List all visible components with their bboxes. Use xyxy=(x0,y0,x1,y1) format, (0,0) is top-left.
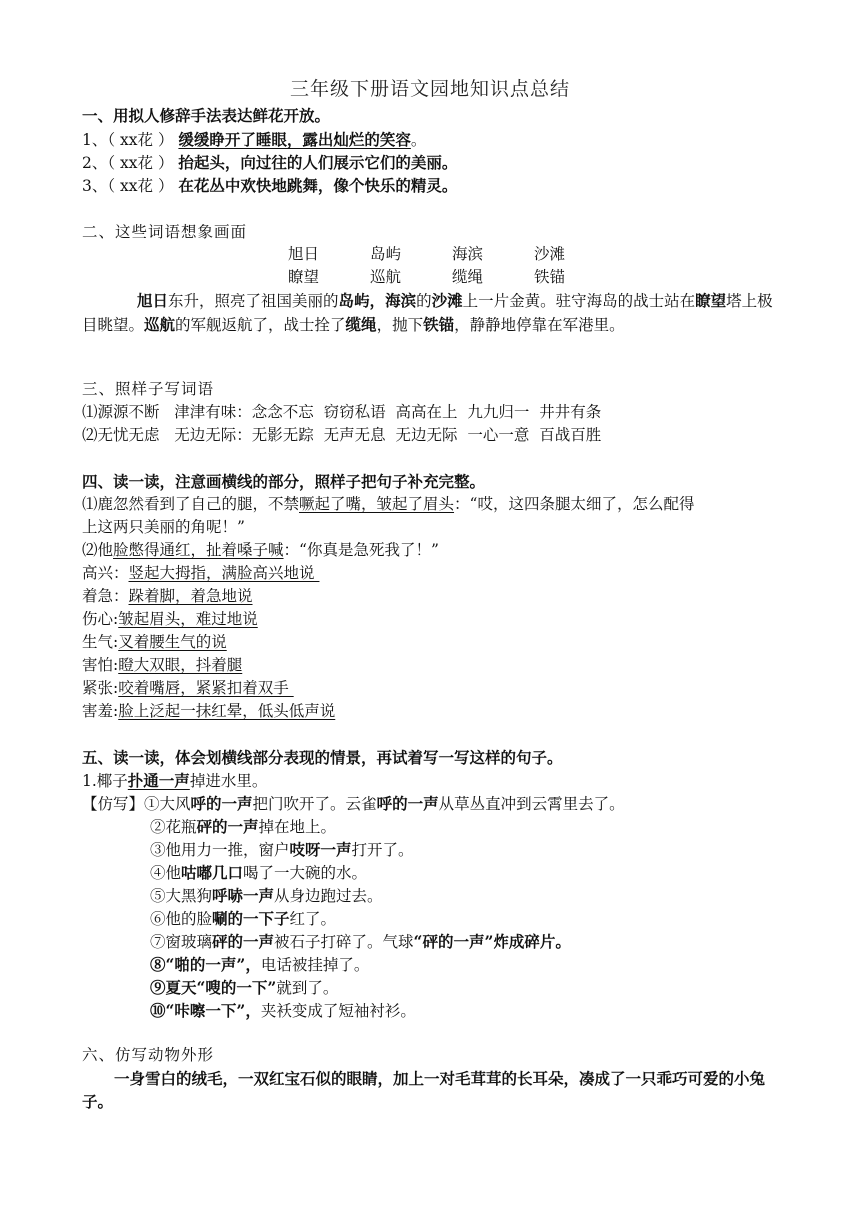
keyword: 海滨 xyxy=(385,291,417,310)
section-3-line-2: ⑵无忧无虑 无边无际：无影无踪 无声无息 无边无际 一心一意 百战百胜 xyxy=(82,426,602,444)
section-1-item-1 xyxy=(82,128,782,152)
text: 东升，照亮了祖国美丽的 xyxy=(168,292,339,310)
keyword: 沙滩 xyxy=(431,291,463,310)
keyword: 铁锚 xyxy=(423,315,455,334)
emotion-label: 紧张: xyxy=(82,679,119,697)
imitation-line-4 xyxy=(150,861,367,885)
section-4-example-1 xyxy=(82,493,782,516)
text: 炸成碎片。 xyxy=(493,932,571,951)
section-4-heading: 四、读一读，注意画横线的部分，照样子把句子补充完整。 xyxy=(82,472,486,491)
emotion-row-happy xyxy=(82,562,782,585)
emotion-text: 竖起大拇指，满脸高兴地说 xyxy=(128,564,320,582)
text: 1.椰子 xyxy=(82,772,128,790)
emotion-row-angry xyxy=(82,631,782,654)
imitation-line-1 xyxy=(82,792,782,816)
emotion-text: 咬着嘴唇，紧紧扣着双手 xyxy=(118,679,294,697)
section-1-item-2 xyxy=(82,151,782,175)
text: ⑩ xyxy=(150,1001,166,1020)
section-6-paragraph: 一身雪白的绒毛，一双红宝石似的眼睛，加上一对毛茸茸的长耳朵，凑成了一只乖巧可爱的小兔子。 xyxy=(82,1069,766,1111)
item-text: 缓缓睁开了睡眼，露出灿烂的笑容 xyxy=(178,130,411,149)
text: 打开了。 xyxy=(351,841,414,859)
item-number: 1、 xyxy=(82,131,108,149)
imitation-label: 【仿写】 xyxy=(82,795,145,813)
item-paren: （ xx花 ） xyxy=(107,131,174,149)
keyword: 岛屿 xyxy=(338,291,370,310)
emotion-text: 瞪大双眼，抖着腿 xyxy=(118,656,243,674)
section-6-heading: 六、仿写动物外形 xyxy=(82,1046,215,1064)
emotion-row-sad xyxy=(82,608,782,631)
onomatopoeia: 唰的一下子 xyxy=(212,909,290,928)
emotion-row-shy xyxy=(82,700,782,723)
underlined-text: 脸憋得通红，扯着嗓子喊 xyxy=(113,541,284,559)
word: 铁锚 xyxy=(534,268,566,286)
word: 缆绳 xyxy=(452,268,484,286)
text: 红了。 xyxy=(289,910,337,928)
word: 旭日 xyxy=(288,245,320,263)
imitation-line-8 xyxy=(150,953,369,977)
text: ：“你真是急死我了！” xyxy=(283,541,439,559)
text: ， xyxy=(369,291,386,310)
text: ⑧ xyxy=(150,955,166,974)
imitation-line-10 xyxy=(150,999,416,1023)
onomatopoeia: 呼的一声 xyxy=(376,794,439,813)
text: ，抛下 xyxy=(376,316,424,334)
onomatopoeia: “啪的一声”， xyxy=(165,955,261,974)
emotion-text: 脸上泛起一抹红晕，低头低声说 xyxy=(118,702,336,720)
emotion-label: 害羞: xyxy=(82,702,119,720)
item-paren: （ xx花 ） xyxy=(107,154,174,172)
section-5-heading: 五、读一读，体会划横线部分表现的情景，再试着写一写这样的句子。 xyxy=(82,748,563,767)
word: 岛屿 xyxy=(370,245,402,263)
text: 的 xyxy=(416,292,432,310)
text: 夹袄变成了短袖衬衫。 xyxy=(260,1002,416,1020)
text: 就到了。 xyxy=(276,979,339,997)
word: 瞭望 xyxy=(288,268,320,286)
text: ⑨夏天 xyxy=(150,978,197,997)
page-title: 三年级下册语文园地知识点总结 xyxy=(289,78,570,100)
section-2-heading: 二、这些词语想象画面 xyxy=(82,223,248,241)
text: 掉在地上。 xyxy=(258,818,337,836)
onomatopoeia: 砰的一声 xyxy=(212,932,275,951)
text: 被石子打碎了。气球 xyxy=(274,933,414,951)
text: ⑤大黑狗 xyxy=(150,887,213,905)
text: ⑦窗玻璃 xyxy=(150,933,213,951)
item-text: 抬起头，向过往的人们展示它们的美丽。 xyxy=(178,153,458,172)
section-1-heading: 一、用拟人修辞手法表达鲜花开放。 xyxy=(82,106,331,125)
text: ①大风 xyxy=(144,795,191,813)
text: ③他用力一推，窗户 xyxy=(150,841,290,859)
text: ⑥他的脸 xyxy=(150,910,213,928)
section-3-heading: 三、照样子写词语 xyxy=(82,380,215,398)
item-text: 在花丛中欢快地跳舞，像个快乐的精灵。 xyxy=(178,176,458,195)
emotion-text: 跺着脚，着急地说 xyxy=(128,587,253,605)
section-4-example-2 xyxy=(82,539,782,562)
imitation-line-5 xyxy=(150,884,383,908)
text: 掉进水里。 xyxy=(189,772,268,790)
text: ⑵他 xyxy=(82,541,114,559)
imitation-line-2 xyxy=(150,815,336,839)
onomatopoeia: 吱呀一声 xyxy=(289,840,352,859)
underlined-text: 扑通一声 xyxy=(127,771,190,790)
text: 的军舰返航了，战士拴了 xyxy=(175,316,346,334)
keyword: 巡航 xyxy=(144,315,176,334)
text: 喝了一大碗的水。 xyxy=(243,864,368,882)
keyword: 瞭望 xyxy=(695,291,727,310)
word-row-2 xyxy=(288,266,616,289)
emotion-row-anxious xyxy=(82,585,782,608)
keyword: 旭日 xyxy=(137,291,169,310)
section-2-paragraph xyxy=(82,289,780,337)
onomatopoeia: “咔嚓一下”， xyxy=(165,1001,261,1020)
emotion-label: 着急： xyxy=(82,587,129,605)
onomatopoeia: 呼哧一声 xyxy=(212,886,275,905)
onomatopoeia: “嗖的一下” xyxy=(196,978,277,997)
text: 把门吹开了。云雀 xyxy=(252,795,377,813)
text: 塔上极目眺望。 xyxy=(82,292,773,334)
section-5-example xyxy=(82,769,782,793)
item-number: 3、 xyxy=(82,177,108,195)
emotion-label: 害怕: xyxy=(82,656,119,674)
text: ②花瓶 xyxy=(150,818,197,836)
word: 沙滩 xyxy=(534,245,566,263)
text: ④他 xyxy=(150,864,182,882)
imitation-line-9 xyxy=(150,976,338,1000)
emotion-text: 皱起眉头，难过地说 xyxy=(118,610,258,628)
emotion-label: 生气: xyxy=(82,633,119,651)
onomatopoeia: “砰的一声” xyxy=(413,932,494,951)
keyword: 缆绳 xyxy=(345,315,377,334)
text: ⑴鹿忽然看到了自己的腿，不禁 xyxy=(82,495,300,513)
text: ：“哎，这四条腿太细了，怎么配得 xyxy=(454,495,695,513)
onomatopoeia: 咕嘟几口 xyxy=(181,863,244,882)
onomatopoeia: 呼的一声 xyxy=(190,794,253,813)
emotion-row-scared xyxy=(82,654,782,677)
text: ，静静地停靠在军港里。 xyxy=(454,316,625,334)
text: 从草丛直冲到云霄里去了。 xyxy=(438,795,625,813)
item-paren: （ xx花 ） xyxy=(107,177,174,195)
imitation-line-6 xyxy=(150,907,336,931)
item-end: 。 xyxy=(410,131,427,149)
text: 从身边跑过去。 xyxy=(274,887,383,905)
emotion-text: 叉着腰生气的说 xyxy=(118,633,227,651)
section-1-item-3 xyxy=(82,174,782,198)
text: 电话被挂掉了。 xyxy=(260,956,370,974)
word-row-1 xyxy=(288,243,616,266)
section-4-example-1-cont: 上这两只美丽的角呢！” xyxy=(82,518,245,536)
imitation-line-3 xyxy=(150,838,414,862)
word: 海滨 xyxy=(452,245,484,263)
emotion-row-nervous xyxy=(82,677,782,700)
emotion-label: 高兴： xyxy=(82,564,129,582)
section-3-line-1: ⑴源源不断 津津有味：念念不忘 窃窃私语 高高在上 九九归一 井井有条 xyxy=(82,403,602,421)
imitation-line-7 xyxy=(150,930,571,954)
onomatopoeia: 砰的一声 xyxy=(196,817,259,836)
emotion-label: 伤心: xyxy=(82,610,119,628)
underlined-text: 噘起了嘴，皱起了眉头 xyxy=(299,495,455,513)
text: 上一片金黄。驻守海岛的战士站在 xyxy=(462,292,696,310)
item-number: 2、 xyxy=(82,154,108,172)
word: 巡航 xyxy=(370,268,402,286)
